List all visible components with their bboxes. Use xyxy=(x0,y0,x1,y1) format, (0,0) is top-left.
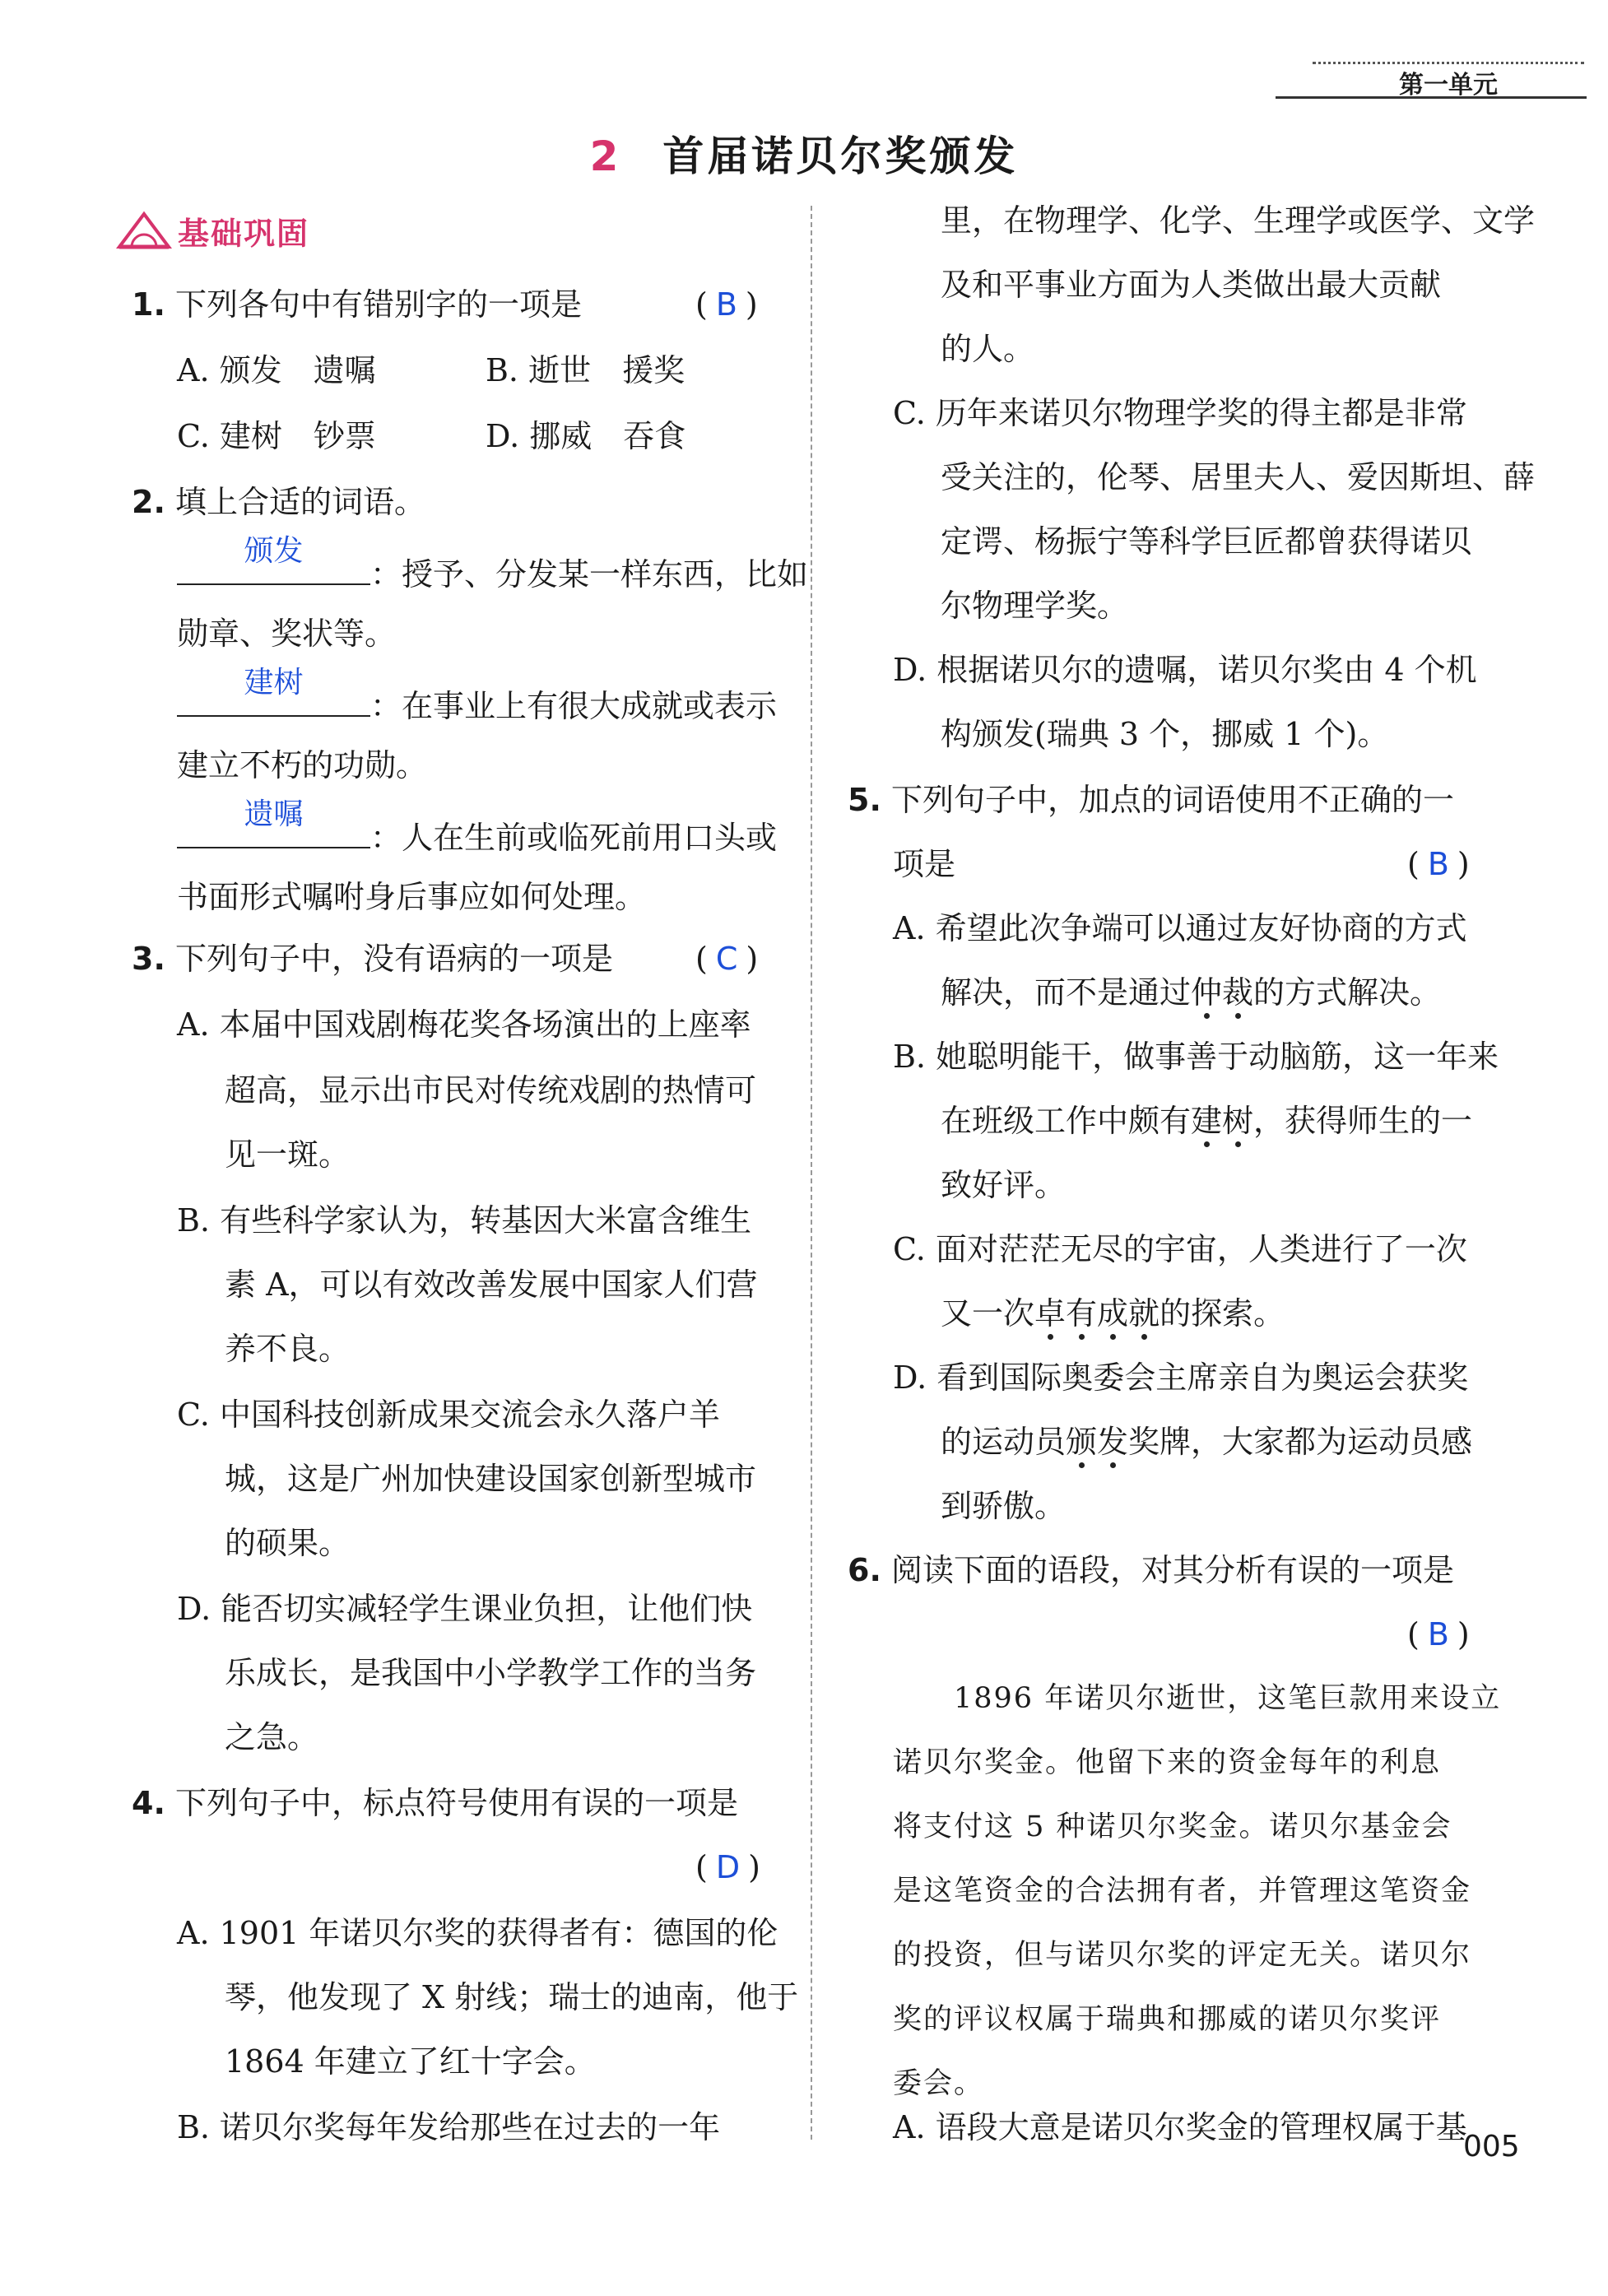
option-b: B. 逝世 援奖 xyxy=(486,352,685,388)
answer-bracket-5: ( B ) xyxy=(1407,846,1470,882)
dotted-char: 裁 xyxy=(1222,974,1254,1011)
question-stem: 填上合适的词语。 xyxy=(174,484,425,520)
question-4 xyxy=(132,1782,738,1824)
fill-blank-3 xyxy=(177,797,778,858)
option-d: D. 挪威 吞食 xyxy=(486,418,686,454)
ruler-protractor-icon xyxy=(115,210,173,251)
option-d-cont: 构颁发(瑞典 3 个，挪威 1 个)。 xyxy=(941,716,1389,752)
option-b-cont: 及和平事业方面为人类做出最大贡献 xyxy=(941,267,1442,303)
option-b-cont: 致好评。 xyxy=(941,1167,1067,1203)
option-a: A. 希望此次争端可以通过友好协商的方式 xyxy=(893,910,1467,946)
definition-text: ：在事业上有很大成就或表示 xyxy=(370,688,778,724)
option-d: D. 看到国际奥委会主席亲自为奥运会获奖 xyxy=(893,1359,1469,1396)
option-a-cont: 见一斑。 xyxy=(225,1136,351,1173)
answer-bracket-1: ( B ) xyxy=(695,286,758,323)
option-b-cont: 养不良。 xyxy=(225,1331,351,1367)
blank-field xyxy=(177,534,370,585)
question-2 xyxy=(132,481,425,523)
dotted-char: 发 xyxy=(1097,1424,1129,1460)
option-a: A. 颁发 遗嘱 xyxy=(177,352,376,388)
answer-bracket-4: ( D ) xyxy=(695,1849,760,1885)
text-segment: ，获得师生的一 xyxy=(1253,1103,1473,1139)
option-c-cont: 的硕果。 xyxy=(225,1525,351,1561)
text-segment: 的方式解决。 xyxy=(1253,974,1442,1011)
text-segment: 奖牌，大家都为运动员感 xyxy=(1128,1424,1473,1460)
question-stem: 下列句子中，没有语病的一项是 xyxy=(174,941,613,977)
passage-line: 的投资，但与诺贝尔奖的评定无关。诺贝尔 xyxy=(893,1939,1472,1972)
option-b-cont: 素 A，可以有效改善发展中国家人们营 xyxy=(225,1267,758,1303)
option-c: C. 建树 钞票 xyxy=(177,418,376,454)
option-b-cont: 的人。 xyxy=(941,331,1035,367)
option-b: B. 有些科学家认为，转基因大米富含维生 xyxy=(177,1202,752,1239)
question-number: 3. xyxy=(132,941,165,977)
question-stem: 下列句子中，加点的词语使用不正确的一 xyxy=(890,782,1454,818)
section-title: 基础巩固 xyxy=(178,215,310,252)
lesson-title: 首届诺贝尔奖颁发 xyxy=(662,132,1019,180)
dotted-char: 成 xyxy=(1097,1295,1129,1332)
dotted-char: 有 xyxy=(1066,1295,1098,1332)
passage-line: 1896 年诺贝尔逝世，这笔巨款用来设立 xyxy=(893,1682,1502,1715)
answer-value: B xyxy=(715,286,737,323)
text-segment: 解决，而不是通过 xyxy=(941,974,1192,1011)
option-a: A. 本届中国戏剧梅花奖各场演出的上座率 xyxy=(177,1006,751,1043)
dotted-char: 就 xyxy=(1128,1295,1160,1332)
fill-blank-1 xyxy=(177,534,809,595)
definition-text: 勋章、奖状等。 xyxy=(177,616,397,652)
blank-field xyxy=(177,797,370,848)
text-segment: 的探索。 xyxy=(1160,1295,1285,1332)
option-c-cont: 城，这是广州加快建设国家创新型城市 xyxy=(225,1461,757,1497)
option-d-cont: 乐成长，是我国中小学教学工作的当务 xyxy=(225,1655,757,1691)
option-b-cont xyxy=(941,1100,1472,1141)
definition-text: ：授予、分发某一样东西，比如 xyxy=(370,556,809,593)
passage-line: 奖的评议权属于瑞典和挪威的诺贝尔奖评 xyxy=(893,2003,1442,2036)
dotted-char: 仲 xyxy=(1191,974,1223,1011)
option-d: D. 能否切实减轻学生课业负担，让他们快 xyxy=(177,1591,753,1627)
fill-blank-2 xyxy=(177,666,778,727)
option-a: A. 1901 年诺贝尔奖的获得者有：德国的伦 xyxy=(177,1915,778,1951)
definition-text: 建立不朽的功勋。 xyxy=(177,747,428,783)
text-segment: 在班级工作中颇有 xyxy=(941,1103,1192,1139)
option-c: C. 中国科技创新成果交流会永久落户羊 xyxy=(177,1397,720,1433)
question-stem: 下列各句中有错别字的一项是 xyxy=(174,286,582,323)
option-a-cont: 超高，显示出市民对传统戏剧的热情可 xyxy=(225,1072,757,1108)
lesson-number: 2 xyxy=(589,132,622,180)
question-number: 6. xyxy=(848,1552,881,1588)
option-d-cont xyxy=(941,1421,1472,1462)
section-badge xyxy=(115,206,309,255)
option-b: B. 她聪明能干，做事善于动脑筋，这一年来 xyxy=(893,1039,1499,1075)
question-number: 1. xyxy=(132,286,165,323)
question-number: 2. xyxy=(132,484,165,520)
dotted-char: 颁 xyxy=(1066,1424,1098,1460)
question-1 xyxy=(132,284,582,325)
blank-answer: 建树 xyxy=(244,666,304,699)
question-stem: 下列句子中，标点符号使用有误的一项是 xyxy=(174,1785,738,1821)
option-c-cont xyxy=(941,1293,1285,1334)
passage-line: 将支付这 5 种诺贝尔奖金。诺贝尔基金会 xyxy=(893,1810,1452,1843)
question-number: 4. xyxy=(132,1785,165,1821)
option-c-cont: 受关注的，伦琴、居里夫人、爱因斯坦、薛 xyxy=(941,459,1536,495)
option-a-cont: 1864 年建立了红十字会。 xyxy=(225,2043,596,2080)
option-d-cont: 到骄傲。 xyxy=(941,1488,1067,1524)
dotted-char: 卓 xyxy=(1034,1295,1067,1332)
question-6 xyxy=(848,1550,1454,1591)
passage-line: 诺贝尔奖金。他留下来的资金每年的利息 xyxy=(893,1746,1442,1779)
page-number: 005 xyxy=(1463,2130,1520,2164)
blank-field xyxy=(177,666,370,717)
option-b-cont: 里，在物理学、化学、生理学或医学、文学 xyxy=(941,202,1536,239)
blank-answer: 遗嘱 xyxy=(244,797,304,831)
question-stem-cont: 项是 xyxy=(893,846,956,882)
option-a-cont xyxy=(941,972,1441,1013)
answer-value: B xyxy=(1427,846,1449,882)
answer-bracket-6: ( B ) xyxy=(1407,1616,1470,1652)
option-b: B. 诺贝尔奖每年发给那些在过去的一年 xyxy=(177,2109,721,2145)
header-rule xyxy=(1276,96,1587,99)
unit-label: 第一单元 xyxy=(1399,71,1498,100)
option-a: A. 语段大意是诺贝尔奖金的管理权属于基 xyxy=(893,2109,1467,2145)
dotted-char: 建 xyxy=(1191,1103,1223,1139)
question-number: 5. xyxy=(848,782,881,818)
definition-text: 书面形式嘱咐身后事应如何处理。 xyxy=(177,879,647,915)
question-stem: 阅读下面的语段，对其分析有误的一项是 xyxy=(890,1552,1454,1588)
answer-value: C xyxy=(715,941,738,977)
passage-line: 委会。 xyxy=(893,2067,985,2100)
passage-line: 是这笔资金的合法拥有者，并管理这笔资金 xyxy=(893,1875,1472,1908)
dotted-char: 树 xyxy=(1222,1103,1254,1139)
answer-value: D xyxy=(715,1849,741,1885)
column-divider xyxy=(811,206,812,2140)
text-segment: 的运动员 xyxy=(941,1424,1067,1460)
option-d: D. 根据诺贝尔的遗嘱，诺贝尔奖由 4 个机 xyxy=(893,652,1477,688)
option-c: C. 历年来诺贝尔物理学奖的得主都是非常 xyxy=(893,395,1467,431)
answer-bracket-3: ( C ) xyxy=(695,941,759,977)
page-title xyxy=(0,123,1608,183)
option-c: C. 面对茫茫无尽的宇宙，人类进行了一次 xyxy=(893,1231,1467,1267)
definition-text: ：人在生前或临死前用口头或 xyxy=(370,820,778,856)
option-d-cont: 之急。 xyxy=(225,1719,319,1755)
text-segment: 又一次 xyxy=(941,1295,1035,1332)
option-a-cont: 琴，他发现了 X 射线；瑞士的迪南，他于 xyxy=(225,1979,799,2015)
answer-value: B xyxy=(1427,1616,1449,1652)
option-c-cont: 尔物理学奖。 xyxy=(941,588,1129,624)
question-5 xyxy=(848,779,1454,820)
option-c-cont: 定谔、杨振宁等科学巨匠都曾获得诺贝 xyxy=(941,523,1473,560)
question-3 xyxy=(132,938,613,979)
blank-answer: 颁发 xyxy=(244,534,304,568)
